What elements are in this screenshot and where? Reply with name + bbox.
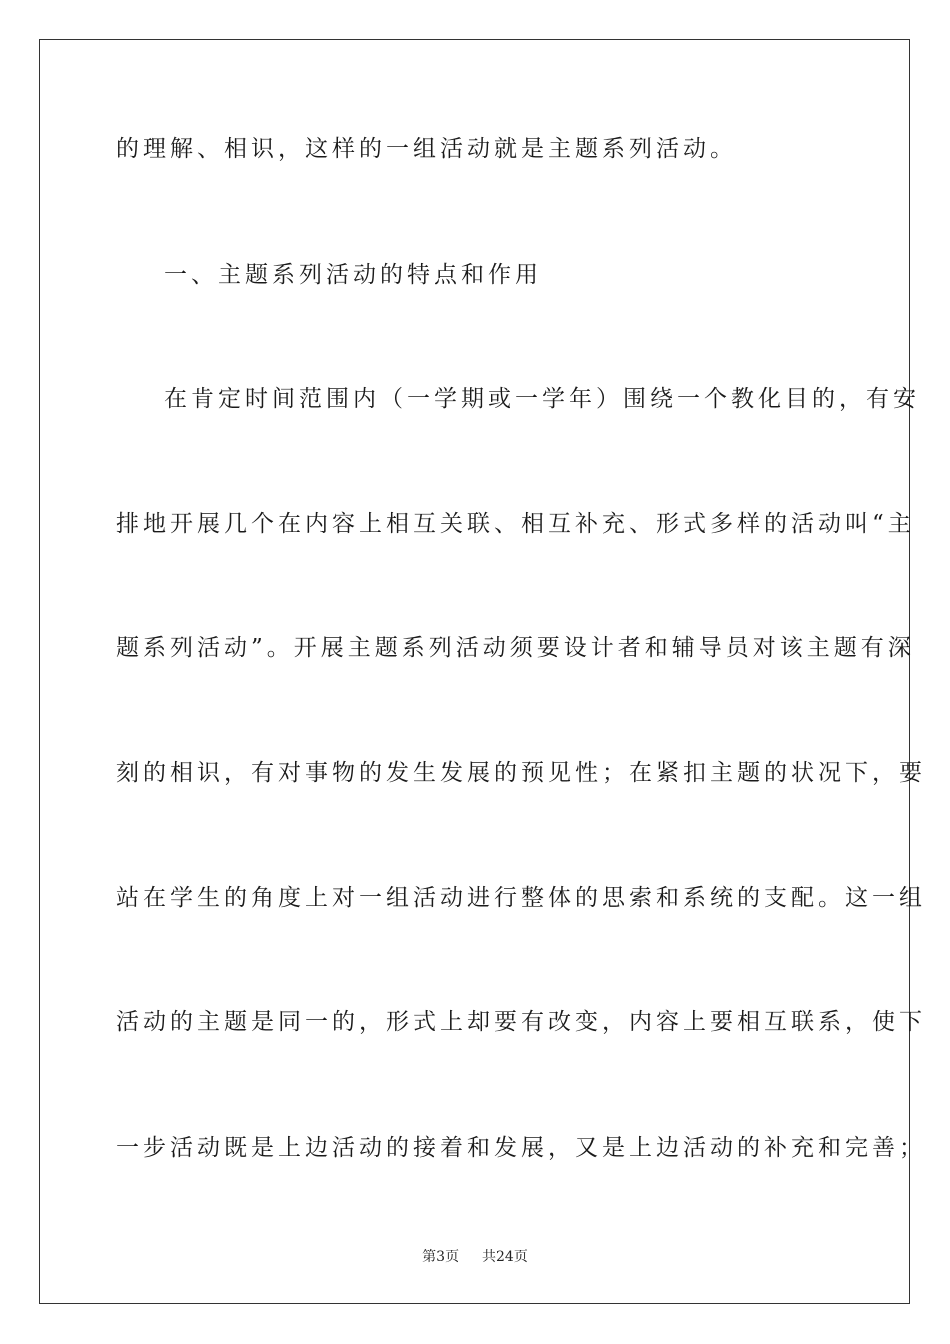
body-line-4: 题系列活动”。开展主题系列活动须要设计者和辅导员对该主题有深 — [116, 635, 915, 661]
section-heading: 一、主题系列活动的特点和作用 — [164, 262, 542, 288]
body-line-7: 活动的主题是同一的，形式上却要有改变，内容上要相互联系，使下 — [116, 1009, 926, 1035]
body-line-3: 排地开展几个在内容上相互关联、相互补充、形式多样的活动叫“主 — [116, 511, 915, 537]
body-line-8: 一步活动既是上边活动的接着和发展，又是上边活动的补充和完善； — [116, 1135, 926, 1161]
page-border — [39, 39, 926, 1304]
body-line-1: 的理解、相识，这样的一组活动就是主题系列活动。 — [116, 136, 737, 162]
body-line-5: 刻的相识，有对事物的发生发展的预见性；在紧扣主题的状况下，要 — [116, 760, 926, 786]
page-number: 第3页 — [422, 1249, 460, 1265]
page-footer — [0, 1247, 950, 1267]
body-line-2: 在肯定时间范围内（一学期或一学年）围绕一个教化目的，有安 — [164, 386, 920, 412]
body-line-6: 站在学生的角度上对一组活动进行整体的思索和系统的支配。这一组 — [116, 885, 926, 911]
total-pages: 共24页 — [482, 1249, 528, 1265]
